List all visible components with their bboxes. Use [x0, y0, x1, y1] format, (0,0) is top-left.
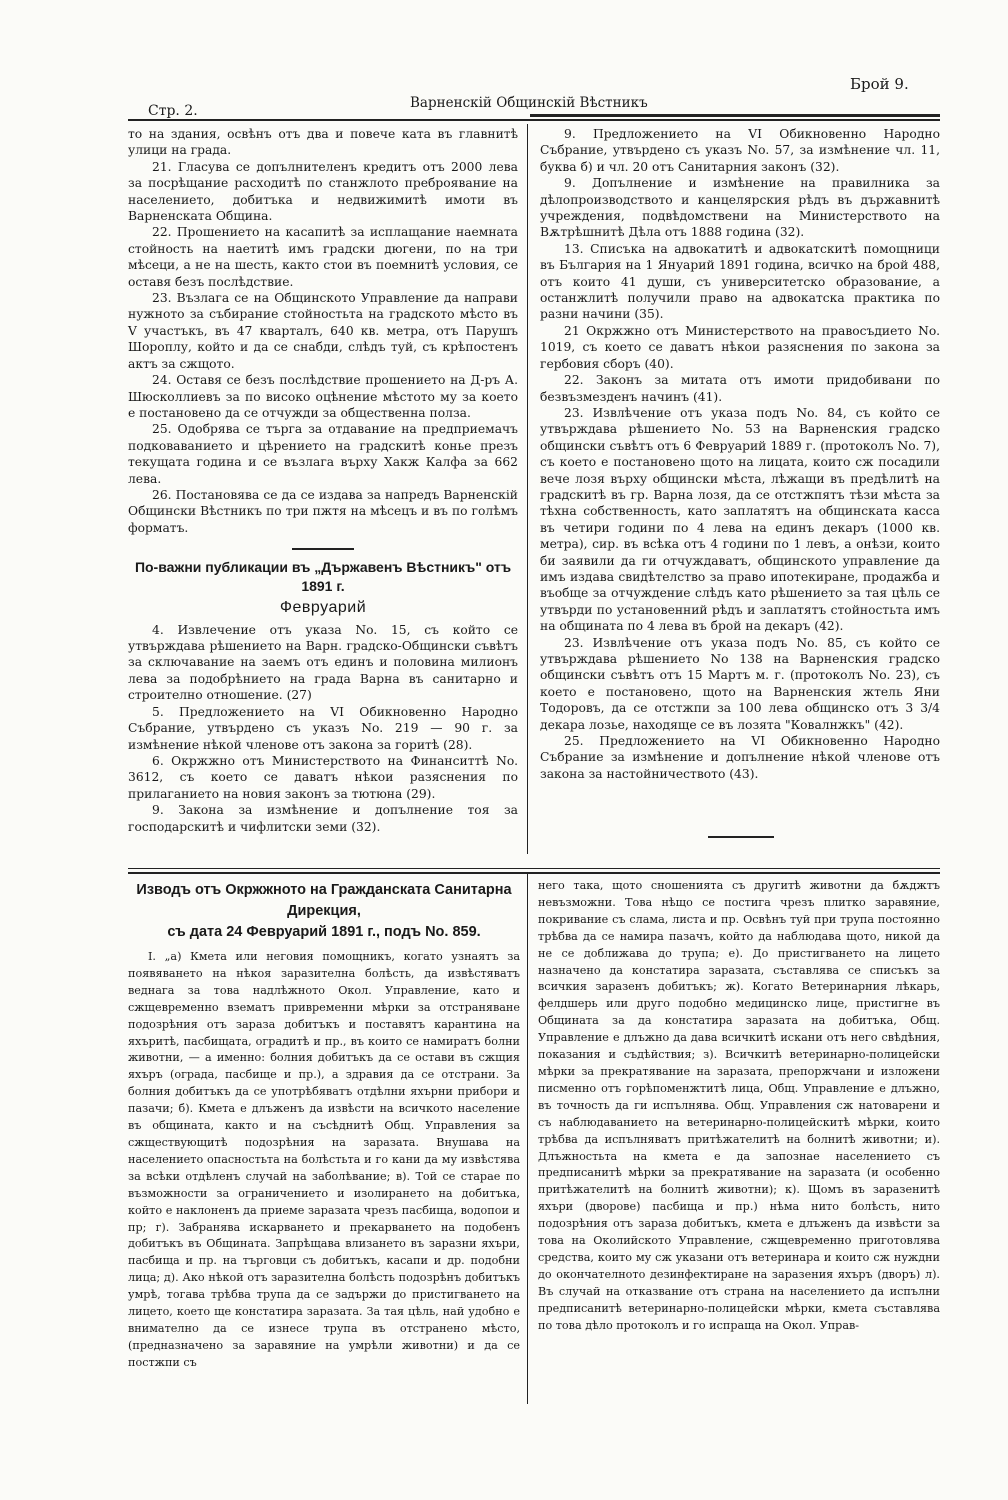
- item-25: 25. Одобрява се търга за отдавание на предприемачъ подковаванието и цѣрението на градскитѣ коньe презъ текущата година и се възлага върху Хакж Калфа за 662 лева.: [128, 422, 518, 486]
- column-divider-bottom: [527, 874, 528, 1404]
- gazette-title: Варненскій Общинскій Вѣстникъ: [410, 95, 648, 111]
- circular-title-line-2: съ дата 24 Февруарий 1891 г., подъ No. 859.: [167, 924, 481, 940]
- section-separator: [292, 548, 354, 550]
- circular-text-right: него така, щото сношенията съ другитѣ животни да бѫджтъ невъзможни. Това нѣщо се постига чрезъ плитко заравяние, покривание съ слама, листа и пр. Освѣнъ туй при трупа постоянно трѣбва да се намира пазачъ, който да наблюдава щото, никой да не се доближава до трупа; е). До пристигването на лицето назначено да констатира заразата, съставлява се списъкъ за всичкия заразенъ добитъкъ; ж). Когато Ветеринарния лѣкарь, фелдшерь или друго подобно медицинско лице, пристигне въ Общината за да констатира заразата на добитъка, Общ. Управление е длъжно да дава всичкитѣ искани отъ него свѣдѣния, показания и съдѣйствия; з). Всичкитѣ ветеринарно-полицейски мѣрки за прекратявание на заразата, препоржчани и изложени писменно отъ горѣпоменжтитѣ лица, Общ. Управление е длъжно, въ точность да ги испълнява. Общ. Управления сж натоварени и съ наблюдаванието на ветеринарно-полицейскитѣ мѣрки, които трѣбва да испълняватъ притѣжателитѣ на болнитѣ животни; и). Длъжностьта на кмета е да запознае населението съ предписанитѣ мѣрки за прекратявание на заразата (и особенно притѣжателитѣ на болнитѣ животни); к). Щомъ въ заразенитѣ яхъри (дворове) пасбища и пр.) нѣма нито болѣсть, нито подозрѣния отъ зараза добитъкъ, кмета е длъженъ да извѣсти за това на Околийското Управление, сжщевременно приготовлява средства, които му сж указани отъ ветеринара и които сж нуждни до окончателното дезинфектиране на заразения яхъръ (дворъ) л). Въ случай на отказвание отъ страна на населението да испълни предписанитѣ ветеринарно-полицейски мѣрки, кмета съставлява по това дѣло протоколъ и го испраща на Окол. Управ-: [538, 879, 940, 1332]
- publication-5: 5. Предложението на VI Обикновенно Народно Събрание, утвърдено съ указъ No. 219 — 90 г. за измѣнение нѣкой членове отъ закона за горитѣ (28).: [128, 704, 518, 752]
- section-month: Февруарий: [279, 598, 367, 616]
- left-column: [128, 126, 518, 858]
- right-item-22: 22. Законъ за митата отъ имоти придобивани по безвъзмезденъ начинъ (41).: [540, 373, 940, 404]
- circular-title-line-1: Изводъ отъ Окржжното на Гражданската Санитарна Дирекция,: [136, 882, 512, 919]
- section-title: По-важни публикации въ „Държавенъ Вѣстникъ" отъ 1891 г.: [134, 558, 512, 594]
- publication-9: 9. Закона за измѣнение и допълнение тоя за господарскитѣ и чифлитски земи (32).: [128, 803, 518, 834]
- item-21: 21. Гласува се допълнителенъ кредитъ отъ 2000 лева за посрѣщание расходитѣ по станжлото преброявание на населението, добитъка и недвижимитѣ имоти въ Варненската Община.: [128, 159, 518, 224]
- column-divider-top: [527, 124, 528, 854]
- right-item-23a: 23. Извлѣчение отъ указа подъ No. 84, съ който се утвърждава рѣшението No. 53 на Варненския градско общински съвѣтъ отъ 6 Февруарий 1889 г. (протоколъ No. 7), съ което е постановено щото на лицата, които сж посадили вече лозя върху общински мѣста, лѣжащи въ предѣлитѣ на градскитѣ въ гр. Варна лозя, да се отстжпятъ тѣзи мѣста за тѣхна собственность, като заплатятъ на общинската касса въ четири години по 4 лева на единъ декаръ (1000 кв. метра), сир. въ всѣка отъ 4 години по 1 левъ, а онѣзи, които би заявили да ги отчуждаватъ, общинското управление да имъ издава свидѣтелство за право ипотекиране, продажба и въобще за отчуждение слѣдъ като рѣшението за тая цѣль се утвърди по установенний рѣдъ и заплатятъ стойностьта имъ на общината по 4 лева въ брой на декаръ (42).: [540, 405, 940, 634]
- header-rule-left: [128, 119, 940, 121]
- item-24: 24. Оставя се безъ послѣдствие прошението на Д-ръ А. Шюсколлиевъ за по високо оцѣнение мѣстото му за което е постановено да се отчужди за общественна полза.: [128, 373, 518, 420]
- publication-4: 4. Извлечение отъ указа No. 15, съ който се утвърждава рѣшението на Варн. градско-Общински съвѣтъ за сключавание на заемъ отъ единъ и половина милионъ лева за подобрѣнието на града Варна въ санитарно и строително отношение. (27): [128, 622, 518, 703]
- page-number: Стр. 2.: [148, 103, 198, 119]
- header-rule-right: [530, 114, 940, 117]
- right-item-25: 25. Предложението на VI Обикновенно Народно Събрание за измѣнение и допълнение нѣкой членове отъ закона за настойничеството (43).: [540, 734, 940, 781]
- paragraph-0: то на здания, освѣнъ отъ два и повече ката въ главнитѣ улици на града.: [128, 127, 518, 158]
- right-item-23b: 23. Извлѣчение отъ указа подъ No. 85, съ който се утвърждава рѣшението No 138 на Варненския градско общински съвѣтъ отъ 15 Мартъ м. г. (протоколъ No. 23), съ което е постановено, щото на Варненския жтель Яни Тодоровъ, да се отстжпи за 100 лева общинско отъ 3 3/4 декара лозье, находяще се въ лозята "Ковалнжкъ" (42).: [540, 635, 940, 732]
- bottom-rule-a: [128, 868, 940, 869]
- right-item-13: 13. Списъка на адвокатитѣ и адвокатскитѣ помощници въ България на 1 Януарий 1891 година, всичко на брой 488, отъ които 41 души, съ университетско образование, а останжлитѣ получили право на адвокатска практика по разни начини (35).: [540, 241, 940, 322]
- bottom-right-column: [538, 878, 940, 1402]
- issue-number: Брой 9.: [850, 75, 909, 93]
- circular-title: [128, 880, 520, 943]
- right-item-21: 21 Окржжно отъ Министерството на правосъдието No. 1019, съ което се даватъ нѣкои разяснения по закона за гербовия сборъ (40).: [540, 323, 940, 371]
- right-item-9a: 9. Предложението на VI Обикновенно Народно Събрание, утвърдено съ указъ No. 57, за измѣнение чл. 11, буква б) и чл. 20 отъ Санитарния законъ (32).: [540, 127, 940, 174]
- circular-text-left: I. „а) Кмета или неговия помощникъ, когато узнаятъ за появяването на нѣкоя заразителна болѣсть, да извѣстяватъ веднага за това надлѣжното Окол. Управление, като и сжщевременно взематъ привременни мѣрки за отстраняване подозрѣния отъ зараза добитъкъ и поставятъ карантина на яхъритѣ, пасбищата, оградитѣ и пр., въ които се намиратъ болни животни, — а именно: болния добитъкъ да се остави въ сжщия яхъръ (ограда, пасбище и пр.), а здравия да се отстрани. За болния добитъкъ да се употрѣбяватъ отдѣлни яхърни прибори и пазачи; б). Кмета е длъженъ да извѣсти на всичкото население въ общината, както и на съсѣднитѣ Общ. Управления за сжществующитѣ подозрѣния на заразата. Внушава на населението опасностьта на болѣстьта и го кани да му извѣстява за всѣки отдѣленъ случай на заболѣвание; в). Той се старае по възможности за ограничението и изолирането на добитъка, който е наклоненъ да приеме заразата чрезъ пасбища, водопои и пр; г). Забранява искарването и прекарването на подобенъ добитъкъ въ Общината. Запрѣщава влизането въ заразни яхъри, пасбища и пр. на търговци съ добитъкъ, касапи и др. подобни лица; д). Ако нѣкой отъ заразителна болѣсть подозрѣнъ добитъкъ умрѣ, тогава трѣбва трупа да се задържи до пристигването на лицето, което ще констатира заразата. За тая цѣль, най удобно е внимателно да се изнесе трупа въ отстранено мѣсто, (предназначено за заравяние на умрѣли животни) и да се постжпи съ: [128, 950, 520, 1369]
- item-26: 26. Постановява се да се издава за напредъ Варненскій Общински Вѣстникъ по три пжтя на мѣсецъ и въ по голѣмъ форматъ.: [128, 487, 518, 535]
- publication-6: 6. Окржжно отъ Министерството на Финанситтѣ No. 3612, съ което се даватъ нѣкои разяснения по прилаганието на новия законъ за тютюна (29).: [128, 753, 518, 801]
- right-column: [540, 126, 940, 826]
- right-item-9b: 9. Допълнение и измѣнение на правилника за дѣлопроизводството и канцелярския рѣдъ въ държавнитѣ учреждения, подвѣдомствени на Министерството на Вѫтрѣшнитѣ Дѣла отъ 1888 година (32).: [540, 176, 940, 240]
- item-23: 23. Възлага се на Общинското Управление да направи нужното за събирание стойностьта на градското мѣсто въ V участъкъ, въ 47 кварталъ, 640 кв. метра, отъ Парушъ Шороплу, който и да се снабди, слѣдъ туй, съ крѣпостенъ актъ за сжщото.: [128, 291, 518, 371]
- right-end-rule: [708, 836, 774, 838]
- item-22: 22. Прошението на касапитѣ за исплащание наемната стойность на наетитѣ имъ градски дюгени, по на три мѣсеци, а не на шесть, както стои въ поемнитѣ условия, се оставя безъ послѣдствие.: [128, 225, 518, 289]
- bottom-rule-b: [128, 872, 940, 874]
- bottom-left-column: [128, 880, 520, 1402]
